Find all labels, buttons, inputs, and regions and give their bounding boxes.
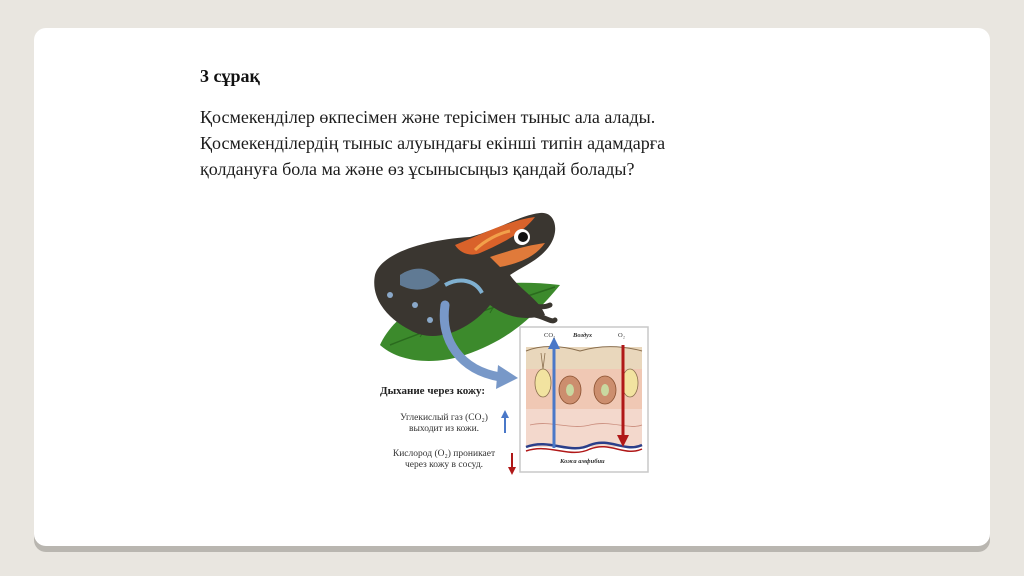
inset-label-o2: O₂	[618, 332, 625, 339]
diagram-caption: Дыхание через кожу:	[380, 385, 485, 397]
question-text	[200, 104, 800, 182]
legend-o2-text	[380, 449, 508, 471]
skin-cross-section-inset	[520, 327, 648, 472]
inset-label-air: Воздух	[573, 332, 593, 339]
frog-skin-breathing-illustration	[360, 205, 660, 480]
legend-o2-line-1: Кислород (O₂) проникает	[392, 449, 496, 459]
question-line-3: қолдануға бола ма және өз ұсынысыңыз қандай болады?	[200, 159, 635, 179]
legend-co2-line-2: выходит из кожи.	[408, 424, 480, 434]
question-line-2: Қосмекенділердің тыныс алуындағы екінші типін адамдарға	[200, 133, 666, 153]
question-line-1: Қосмекенділер өкпесімен және терісімен тыныс ала алады.	[200, 107, 656, 127]
question-title: 3 сұрақ	[200, 66, 260, 86]
inset-label-skin: Кожа амфибии	[560, 458, 605, 465]
legend-o2-line-2: через кожу в сосуд.	[404, 460, 484, 470]
inset-label-co2: CO₂	[544, 332, 556, 339]
legend-co2-text	[388, 413, 500, 435]
legend-co2-line-1: Углекислый газ (CO₂)	[400, 413, 488, 423]
frog-illustration	[360, 205, 660, 480]
